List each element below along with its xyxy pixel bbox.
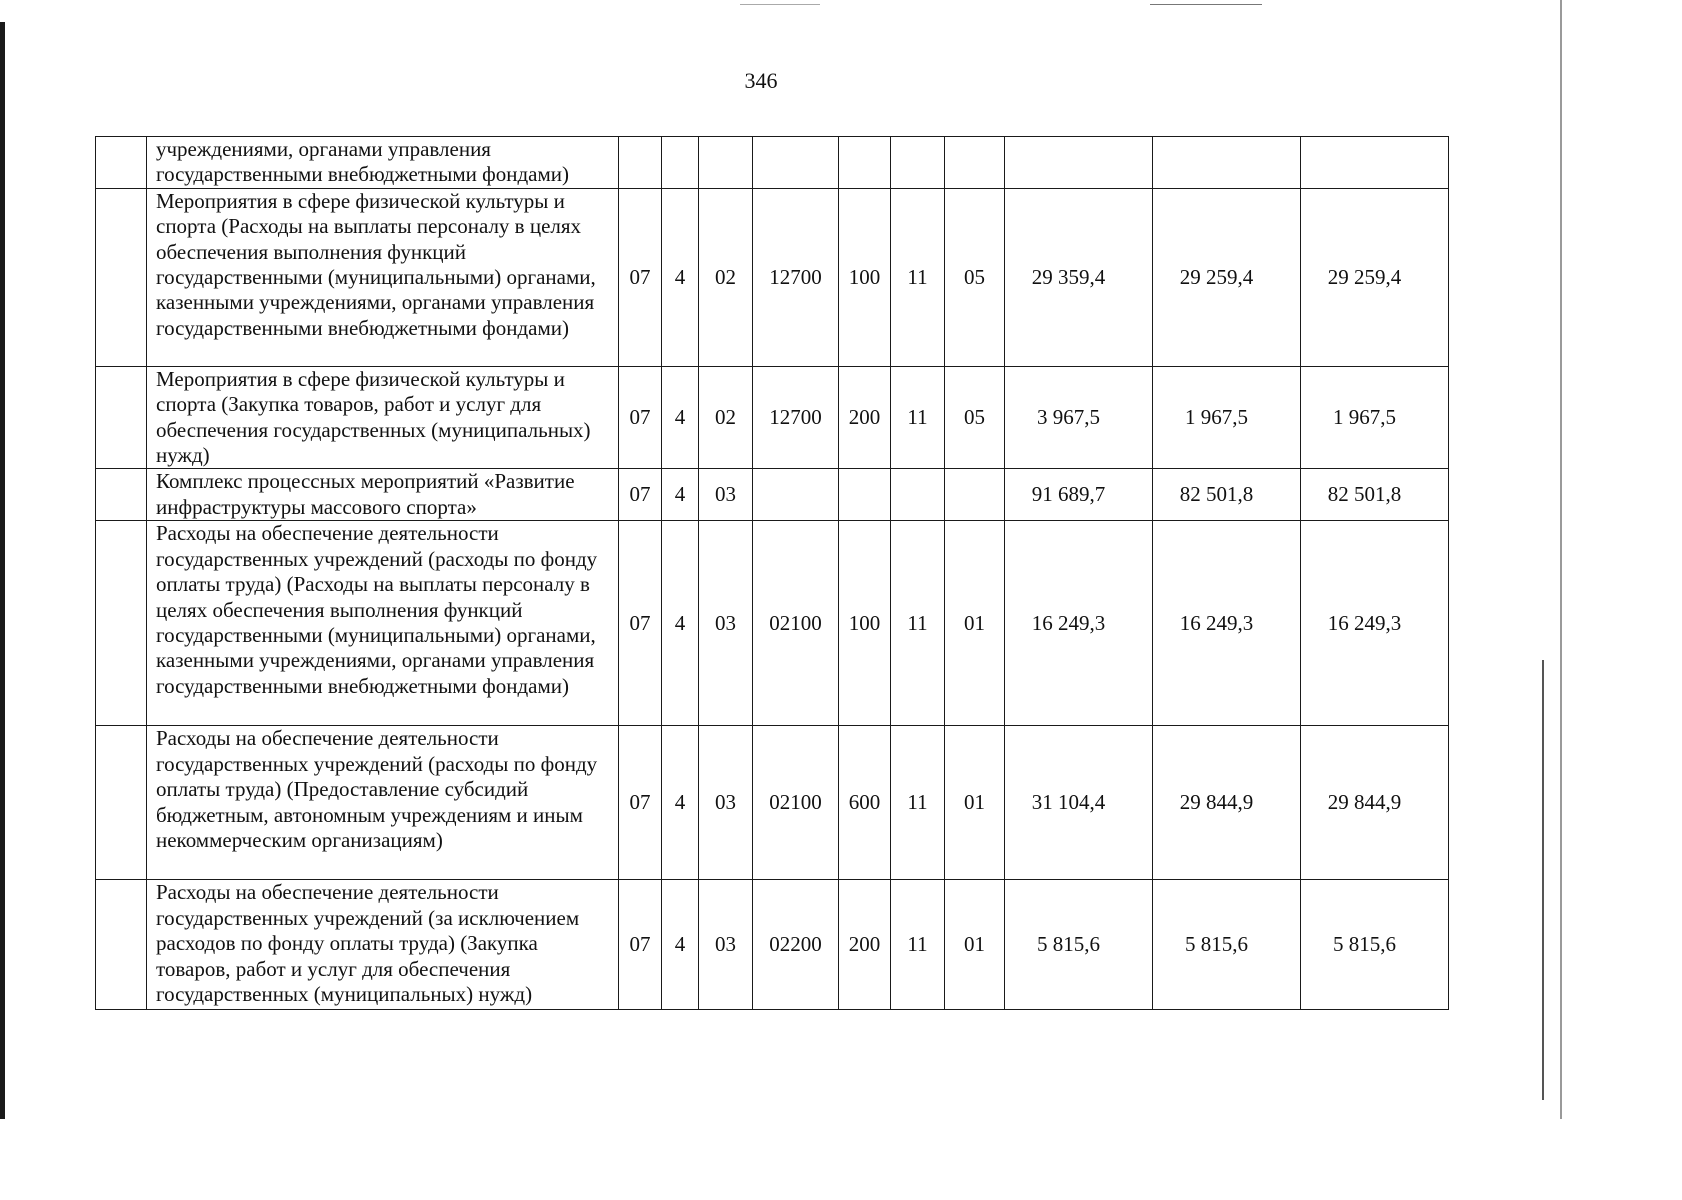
code-direction: 02100 — [753, 726, 839, 880]
code-section: 07 — [619, 521, 662, 726]
amount-year-1: 16 249,3 — [1005, 521, 1153, 726]
amount-year-3: 1 967,5 — [1301, 366, 1449, 469]
code-chapter: 11 — [891, 521, 945, 726]
row-description: Расходы на обеспечение деятельности государственных учреждений (за исключением расходов по фонду оплаты труда) (Закупка товаров, работ и услуг для обеспечения государственных (муниципальных) нужд) — [147, 880, 619, 1010]
row-index-cell — [96, 521, 147, 726]
amount-year-1: 91 689,7 — [1005, 469, 1153, 521]
code-expense-type — [839, 137, 891, 189]
code-subsection: 01 — [945, 726, 1005, 880]
code-section — [619, 137, 662, 189]
code-subprogram: 03 — [699, 469, 753, 521]
amount-year-3 — [1301, 137, 1449, 189]
code-subprogram: 03 — [699, 521, 753, 726]
table-row — [96, 469, 1449, 521]
table-row — [96, 726, 1449, 880]
code-expense-type: 200 — [839, 880, 891, 1010]
code-subprogram: 02 — [699, 366, 753, 469]
code-program: 4 — [662, 880, 699, 1010]
code-chapter — [891, 137, 945, 189]
code-subprogram — [699, 137, 753, 189]
amount-year-2: 29 844,9 — [1153, 726, 1301, 880]
code-program: 4 — [662, 726, 699, 880]
code-direction — [753, 137, 839, 189]
table-row — [96, 137, 1449, 189]
amount-year-3: 16 249,3 — [1301, 521, 1449, 726]
code-subsection: 01 — [945, 880, 1005, 1010]
code-section: 07 — [619, 469, 662, 521]
row-index-cell — [96, 880, 147, 1010]
code-program: 4 — [662, 469, 699, 521]
row-description: Мероприятия в сфере физической культуры и спорта (Закупка товаров, работ и услуг для обеспечения государственных (муниципальных) нужд) — [147, 366, 619, 469]
table-row — [96, 521, 1449, 726]
amount-year-2 — [1153, 137, 1301, 189]
code-subsection: 01 — [945, 521, 1005, 726]
code-expense-type: 100 — [839, 188, 891, 366]
row-index-cell — [96, 137, 147, 189]
amount-year-3: 29 844,9 — [1301, 726, 1449, 880]
amount-year-3: 5 815,6 — [1301, 880, 1449, 1010]
code-chapter — [891, 469, 945, 521]
amount-year-2: 82 501,8 — [1153, 469, 1301, 521]
code-chapter: 11 — [891, 366, 945, 469]
amount-year-1: 5 815,6 — [1005, 880, 1153, 1010]
amount-year-2: 29 259,4 — [1153, 188, 1301, 366]
amount-year-2: 1 967,5 — [1153, 366, 1301, 469]
table-row — [96, 188, 1449, 366]
amount-year-3: 29 259,4 — [1301, 188, 1449, 366]
row-description: Мероприятия в сфере физической культуры и спорта (Расходы на выплаты персоналу в целях обеспечения выполнения функций государственными (муниципальными) органами, казенными учреждениями, органами управления государственными внебюджетными фондами) — [147, 188, 619, 366]
code-program: 4 — [662, 521, 699, 726]
scan-border-left — [0, 22, 5, 1119]
row-description: Расходы на обеспечение деятельности государственных учреждений (расходы по фонду оплаты труда) (Предоставление субсидий бюджетным, автономным учреждениям и иным некоммерческим организациям) — [147, 726, 619, 880]
amount-year-1: 31 104,4 — [1005, 726, 1153, 880]
code-section: 07 — [619, 726, 662, 880]
code-direction — [753, 469, 839, 521]
code-chapter: 11 — [891, 880, 945, 1010]
row-description: учреждениями, органами управления государственными внебюджетными фондами) — [147, 137, 619, 189]
code-section: 07 — [619, 188, 662, 366]
amount-year-1: 29 359,4 — [1005, 188, 1153, 366]
scan-top-mark — [1150, 4, 1262, 5]
row-index-cell — [96, 366, 147, 469]
code-expense-type — [839, 469, 891, 521]
code-chapter: 11 — [891, 188, 945, 366]
code-subprogram: 03 — [699, 880, 753, 1010]
budget-table — [95, 136, 1449, 1010]
amount-year-1: 3 967,5 — [1005, 366, 1153, 469]
code-subsection — [945, 469, 1005, 521]
row-index-cell — [96, 726, 147, 880]
code-subprogram: 03 — [699, 726, 753, 880]
code-expense-type: 200 — [839, 366, 891, 469]
amount-year-3: 82 501,8 — [1301, 469, 1449, 521]
code-subsection: 05 — [945, 366, 1005, 469]
code-direction: 02100 — [753, 521, 839, 726]
code-program: 4 — [662, 366, 699, 469]
amount-year-2: 16 249,3 — [1153, 521, 1301, 726]
row-description: Расходы на обеспечение деятельности государственных учреждений (расходы по фонду оплаты труда) (Расходы на выплаты персоналу в целях обеспечения выполнения функций государственными (муниципальными) органами, казенными учреждениями, органами управления государственными внебюджетными фондами) — [147, 521, 619, 726]
code-direction: 12700 — [753, 366, 839, 469]
scan-border-right — [1542, 660, 1544, 1100]
code-chapter: 11 — [891, 726, 945, 880]
amount-year-2: 5 815,6 — [1153, 880, 1301, 1010]
code-section: 07 — [619, 880, 662, 1010]
code-subsection — [945, 137, 1005, 189]
code-subprogram: 02 — [699, 188, 753, 366]
row-index-cell — [96, 469, 147, 521]
table-row — [96, 880, 1449, 1010]
table-row — [96, 366, 1449, 469]
scan-top-mark — [740, 4, 820, 5]
row-index-cell — [96, 188, 147, 366]
code-subsection: 05 — [945, 188, 1005, 366]
code-program: 4 — [662, 188, 699, 366]
row-description: Комплекс процессных мероприятий «Развитие инфраструктуры массового спорта» — [147, 469, 619, 521]
code-expense-type: 100 — [839, 521, 891, 726]
code-direction: 02200 — [753, 880, 839, 1010]
page-number: 346 — [744, 68, 778, 93]
code-section: 07 — [619, 366, 662, 469]
code-program — [662, 137, 699, 189]
code-direction: 12700 — [753, 188, 839, 366]
code-expense-type: 600 — [839, 726, 891, 880]
amount-year-1 — [1005, 137, 1153, 189]
scan-border-right-outer — [1560, 0, 1562, 1119]
